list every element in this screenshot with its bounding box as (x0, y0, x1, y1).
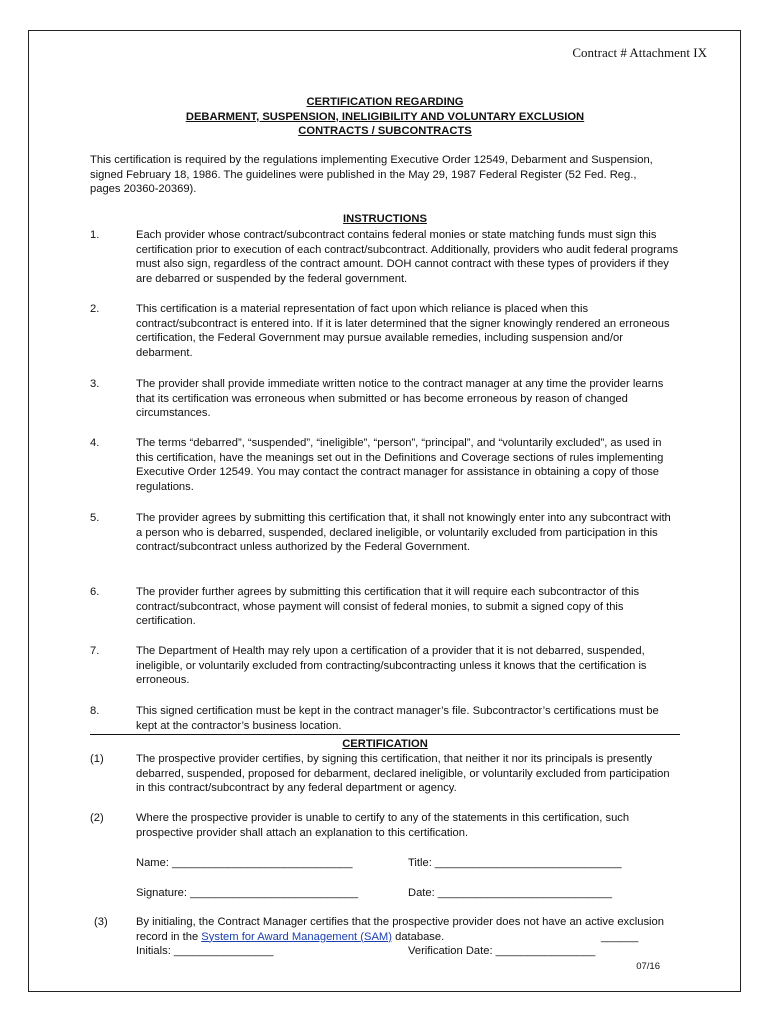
initials-field[interactable]: Initials: ________________ (136, 945, 274, 957)
item-text: This signed certification must be kept in the contract manager’s file. Subcontractor’s certifications must be kept at the contractor’s business location. (136, 705, 659, 732)
instruction-item (90, 585, 680, 629)
instructions-heading: INSTRUCTIONS (343, 213, 427, 225)
item-number: 6. (90, 586, 100, 598)
item-text: This certification is a material representation of fact upon which reliance is placed when this contract/subcontract is entered into. If it is later determined that the signer knowingly rendered an erroneous certification, the Federal Government may pursue available remedies, including suspension and/or debarment. (136, 303, 670, 359)
name-field[interactable]: Name: _____________________________ (136, 857, 353, 869)
item-text: The terms “debarred”, “suspended”, “ineligible”, “person”, “principal”, and “voluntarily excluded”, as used in this certification, have the meanings set out in the Definitions and Coverage sections of rules implementing Executive Order 12549. You may contact the contract manager for assistance in obtaining a copy of those regulations. (136, 437, 664, 493)
signature-field[interactable]: Signature: ___________________________ (136, 887, 359, 899)
item-text: Where the prospective provider is unable to certify to any of the statements in this certification, such prospective provider shall attach an explanation to this certification. (136, 812, 630, 839)
item-number: (1) (90, 753, 104, 765)
instruction-item (90, 436, 680, 494)
item-text: The prospective provider certifies, by signing this certification, that neither it nor its principals is presently debarred, suspended, proposed for debarment, declared ineligible, or voluntarily excluded from participation in this contract/subcontract by any federal department or agency. (136, 753, 670, 795)
item-text: Each provider whose contract/subcontract contains federal monies or state matching funds must sign this certification prior to execution of each contract/subcontract. Additionally, providers who audit federal programs must also sign, regardless of the contract amount. DOH cannot contract with these types of providers if they are debarred or suspended by the federal government. (136, 229, 679, 285)
verification-date-field[interactable]: Verification Date: ________________ (408, 945, 596, 957)
initial-blank[interactable]: ______ (601, 931, 639, 943)
instruction-item (90, 377, 680, 421)
document-title (90, 95, 680, 139)
item-text: The provider further agrees by submitting this certification that it will require each subcontractor of this contract/subcontract, whose payment will consist of federal monies, to submit a signed copy of this certification. (136, 586, 640, 628)
item-text-before: By initialing, the Contract Manager certifies that the prospective provider does not have an active exclusion record in the (136, 916, 664, 943)
instruction-item (90, 644, 680, 688)
item-text: The Department of Health may rely upon a certification of a provider that it is not debarred, suspended, ineligible, or voluntarily excluded from contracting/subcontracting unless it knows that the certification is erroneous. (136, 645, 647, 687)
contract-reference: Contract # Attachment IX (572, 45, 707, 60)
item-number: 5. (90, 512, 100, 524)
instruction-item (90, 511, 680, 555)
section-divider (90, 734, 680, 735)
title-line-2: DEBARMENT, SUSPENSION, INELIGIBILITY AND VOLUNTARY EXCLUSION (185, 110, 585, 123)
item-number: 2. (90, 303, 100, 315)
title-field[interactable]: Title: ______________________________ (408, 857, 622, 869)
intro-paragraph: This certification is required by the regulations implementing Executive Order 12549, Debarment and Suspension, signed February 18, 1986. The guidelines were published in the May 29, 1987 Federal Register (52 Fed. Reg., pages 20360-20369). (90, 154, 653, 196)
certification-item (90, 811, 680, 840)
item-number: 7. (90, 645, 100, 657)
item-number: 8. (90, 705, 100, 717)
title-line-1: CERTIFICATION REGARDING (306, 96, 464, 108)
form-version: 07/16 (636, 961, 660, 972)
item-text: The provider shall provide immediate written notice to the contract manager at any time the provider learns that its certification was erroneous when submitted or has become erroneous by reason of changed circumstances. (136, 378, 664, 420)
certification-item (90, 752, 680, 796)
instruction-item (90, 228, 680, 286)
item-number: 1. (90, 229, 100, 241)
item-number: (3) (94, 916, 108, 928)
instruction-item (90, 704, 680, 733)
item-text: The provider agrees by submitting this certification that, it shall not knowingly enter into any subcontract with a person who is debarred, suspended, declared ineligible, or voluntarily excluded from participation in this contract/subcontract unless authorized by the Federal Government. (136, 512, 671, 554)
item-number: (2) (90, 812, 104, 824)
item-number: 3. (90, 378, 100, 390)
certification-item-3 (90, 915, 680, 944)
instruction-item (90, 302, 680, 360)
sam-link[interactable]: System for Award Management (SAM) (201, 930, 392, 943)
item-text (136, 915, 680, 944)
date-field[interactable]: Date: ____________________________ (408, 887, 613, 899)
item-number: 4. (90, 437, 100, 449)
item-text-after: database. (391, 930, 445, 943)
title-line-3: CONTRACTS / SUBCONTRACTS (298, 125, 472, 138)
certification-heading: CERTIFICATION (342, 738, 428, 750)
